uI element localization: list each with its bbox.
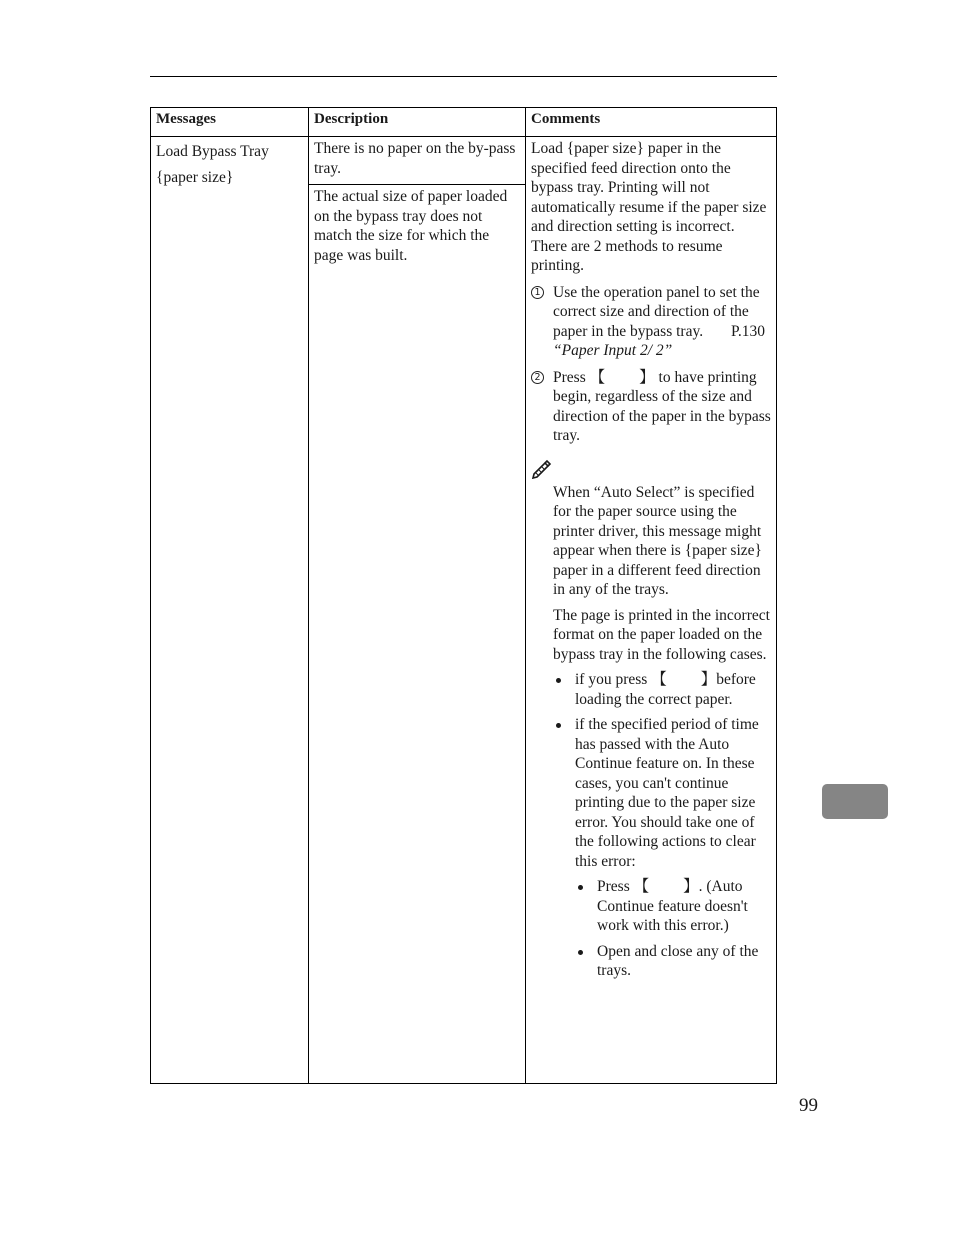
sub-bullet-text: Open and close any of the trays. [597,942,759,979]
list-item [553,670,774,709]
step-2-press: Press [553,368,586,386]
circled-number-2: 2 [531,371,544,384]
message-text: Load Bypass Tray [156,143,269,160]
key-bracket-open: 【 [651,671,667,688]
bullet-text: if the specified period of time has passed with the Auto Continue feature on. In these cases, you can't continue printing due to the paper size error. You should take one of the following actions to clear this error: [575,716,759,870]
messages-table [150,107,777,1084]
description-cell-2 [314,187,522,265]
bullet-text: before loading the correct paper. [575,671,756,708]
header-messages: Messages [156,111,216,127]
list-item [575,942,774,981]
sub-bullet-text: . (Auto Continue feature doesn't work with this error.) [597,878,748,934]
chapter-tab [822,784,888,819]
comments-intro: Load {paper size} paper in the specified feed direction onto the bypass tray. Printing will not automatically resume if the paper size and direction setting is incorrect. There are 2 methods to resume printing. [531,140,767,274]
list-item [575,877,774,936]
message-paper-size: {paper size} [156,169,234,186]
description-text: There is no paper on the by-pass tray. [314,140,516,177]
header-divider [151,136,776,137]
note-block [531,483,774,981]
note-text: When “Auto Select” is specified for the paper source using the printer driver, this message might appear when there is {paper size} paper in a different feed direction in any of the trays. [553,483,762,598]
key-bracket-open: 【 [589,368,606,386]
page-number: 99 [799,1095,818,1116]
list-item [553,715,774,981]
description-divider [308,184,525,185]
column-divider [308,108,309,1083]
comments-cell [531,139,774,981]
step-2-text: to have printing begin, regardless of the size and direction of the paper in the bypass tray. [553,368,771,444]
description-text: The actual size of paper loaded on the bypass tray does not match the size for which the page was built. [314,188,508,264]
pencil-note-icon [531,457,774,481]
description-cell-1 [314,139,522,178]
reference-title[interactable]: “Paper Input 2/ 2” [553,342,673,359]
bullet-text: if you press [575,671,648,688]
bullet-dot [578,885,583,890]
message-cell [156,139,304,191]
step-1 [531,283,774,361]
sub-bullet-text: Press [597,878,630,895]
key-bracket-close: 】 [639,368,655,386]
column-divider [525,108,526,1083]
key-bracket-close: 】 [700,671,717,688]
circled-number-1: 1 [531,286,544,299]
bullet-dot [578,950,583,955]
note-text: The page is printed in the incorrect format on the paper loaded on the bypass tray in the following cases. [553,606,770,663]
header-comments: Comments [531,111,601,127]
step-1-text: Use the operation panel to set the correct size and direction of the paper in the bypass tray. [553,283,760,340]
reference-page[interactable]: P.130 [730,322,765,340]
step-2 [531,368,774,446]
bullet-dot [556,723,561,728]
key-bracket-close: 】 [683,878,699,895]
bullet-dot [556,678,561,683]
header-rule [150,76,777,77]
header-description: Description [314,111,389,127]
key-bracket-open: 【 [633,878,650,895]
